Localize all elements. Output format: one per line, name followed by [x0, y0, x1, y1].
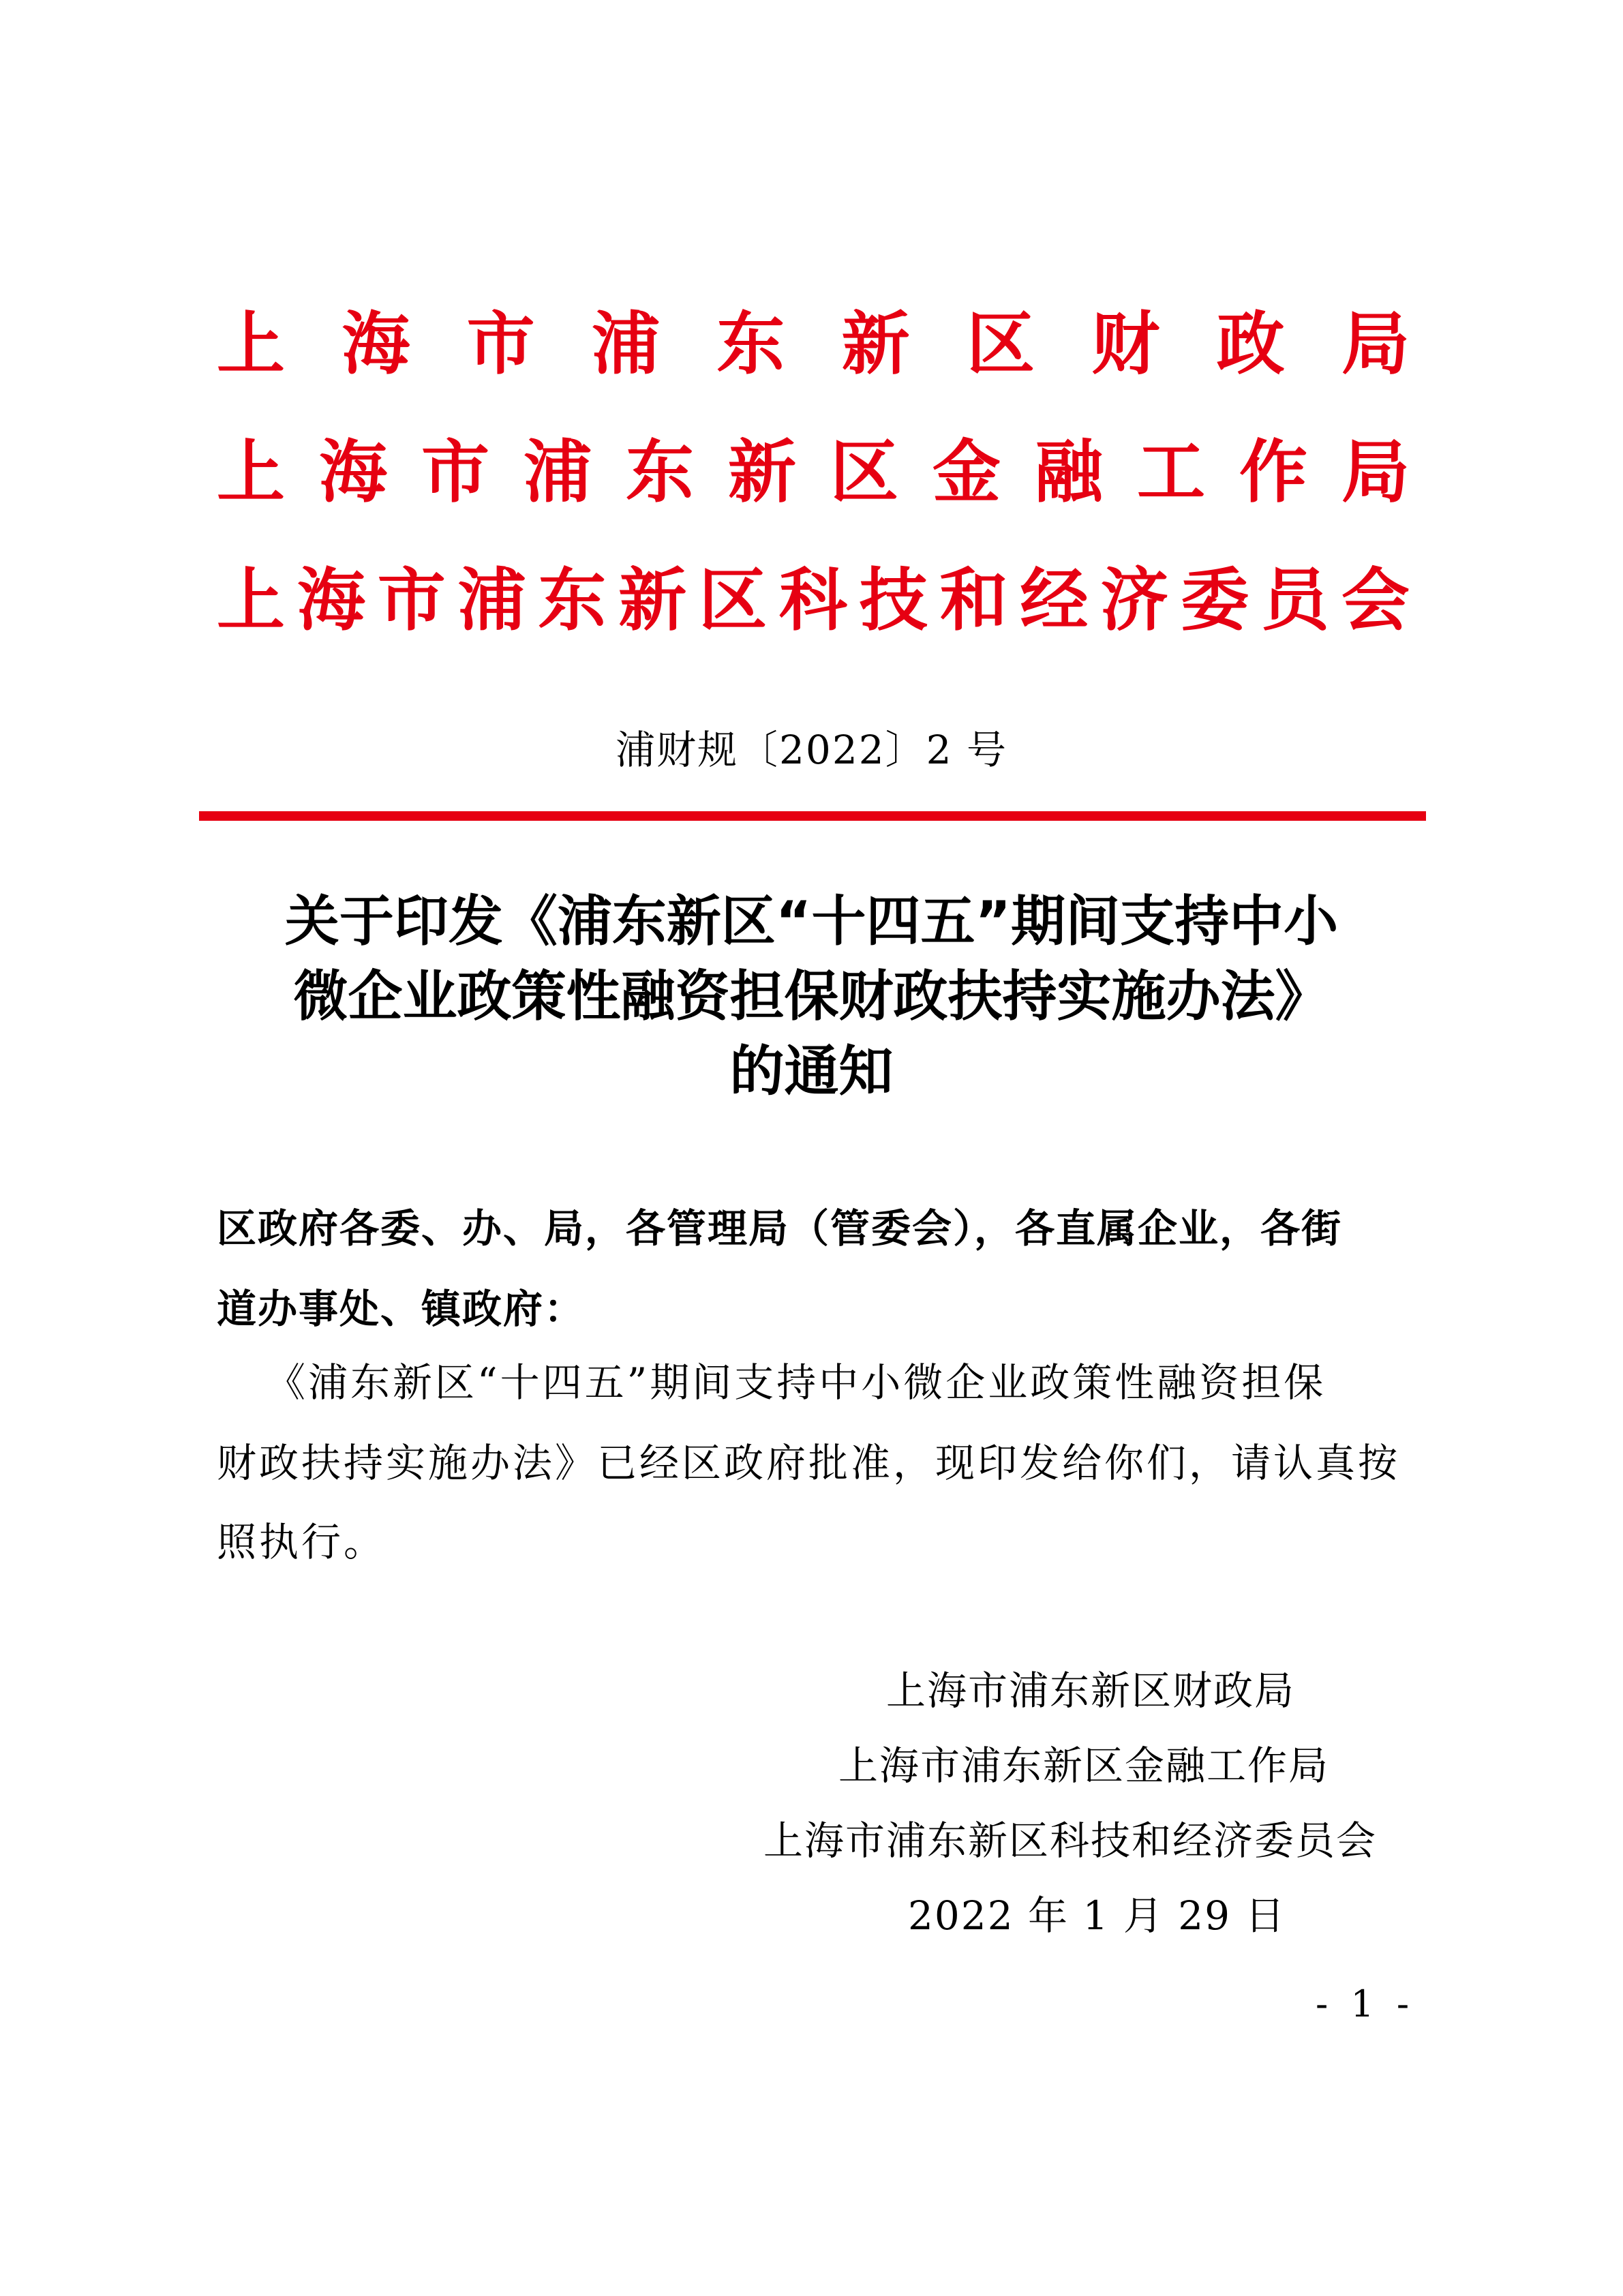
issuer-char: 上 [217, 304, 285, 384]
issuer-char: 海 [297, 560, 365, 640]
issuer-char: 新 [841, 304, 910, 384]
signature-org-1: 上海市浦东新区财政局 [886, 1667, 1296, 1714]
issuer-char: 济 [1100, 560, 1169, 640]
issuer-char: 区 [966, 304, 1035, 384]
issuer-char: 市 [421, 432, 489, 512]
issuer-char: 政 [1216, 304, 1285, 384]
signature-org-3: 上海市浦东新区科技和经济委员会 [763, 1817, 1378, 1864]
red-separator-line [199, 811, 1426, 821]
body-paragraph-line-3: 照执行。 [217, 1519, 386, 1565]
addressee-line-1: 区政府各委、办、局，各管理局（管委会），各直属企业，各街 [217, 1205, 1343, 1252]
issuer-char: 浦 [524, 432, 592, 512]
issuer-char: 区 [830, 432, 898, 512]
issuer-char: 工 [1137, 432, 1205, 512]
issuer-char: 海 [342, 304, 410, 384]
issuer-char: 员 [1260, 560, 1329, 640]
title-line-2: 微企业政策性融资担保财政扶持实施办法》 [293, 965, 1330, 1028]
issuer-line-2 [217, 432, 1410, 512]
addressee-line-2: 道办事处、镇政府： [217, 1286, 586, 1332]
issuer-line-3 [217, 560, 1410, 640]
document-number: 浦财规〔2022〕2 号 [616, 727, 1007, 773]
signature-org-2: 上海市浦东新区金融工作局 [838, 1742, 1330, 1789]
issuer-char: 东 [538, 560, 607, 640]
body-paragraph-line-1: 《浦东新区“十四五”期间支持中小微企业政策性融资担保 [266, 1359, 1326, 1406]
issuer-char: 新 [618, 560, 687, 640]
issuer-char: 浦 [591, 304, 660, 384]
issuer-char: 经 [1020, 560, 1089, 640]
issuer-char: 东 [626, 432, 694, 512]
title-line-1: 关于印发《浦东新区“十四五”期间支持中小 [284, 890, 1339, 953]
issuer-char: 金 [932, 432, 1001, 512]
issuer-char: 局 [1341, 304, 1410, 384]
issuer-char: 区 [699, 560, 768, 640]
title-line-3: 的通知 [729, 1040, 894, 1103]
signature-date: 2022 年 1 月 29 日 [908, 1892, 1286, 1939]
issuer-char: 市 [377, 560, 446, 640]
page-number: - 1 - [1316, 1982, 1415, 2025]
issuer-char: 新 [728, 432, 796, 512]
issuer-char: 海 [319, 432, 387, 512]
issuer-char: 融 [1035, 432, 1103, 512]
body-paragraph-line-2: 财政扶持实施办法》已经区政府批准，现印发给你们，请认真按 [217, 1440, 1401, 1486]
issuer-char: 和 [939, 560, 1008, 640]
issuer-char: 技 [859, 560, 928, 640]
issuer-char: 财 [1091, 304, 1160, 384]
issuer-char: 上 [217, 560, 285, 640]
issuer-char: 会 [1341, 560, 1410, 640]
issuer-char: 市 [466, 304, 535, 384]
issuer-char: 局 [1341, 432, 1410, 512]
issuer-char: 浦 [457, 560, 526, 640]
issuer-char: 上 [217, 432, 285, 512]
issuer-char: 委 [1181, 560, 1249, 640]
issuer-char: 科 [778, 560, 847, 640]
issuer-line-1 [217, 304, 1410, 384]
issuer-char: 作 [1239, 432, 1307, 512]
issuer-char: 东 [716, 304, 785, 384]
